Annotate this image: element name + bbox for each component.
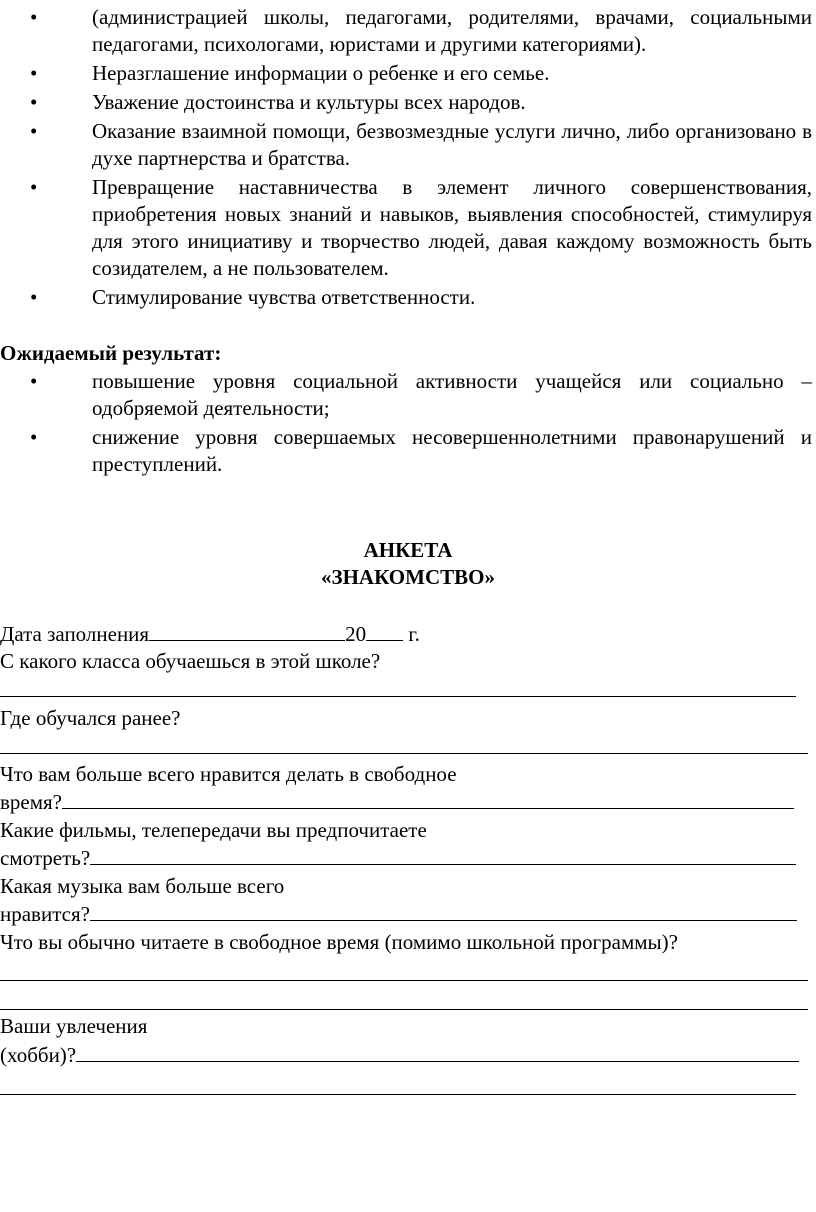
- answer-line-films[interactable]: [90, 844, 796, 865]
- question-music-line1: Какая музыка вам больше всего: [0, 874, 285, 898]
- answer-line-free-time[interactable]: [62, 788, 794, 809]
- bullet-icon: •: [30, 285, 38, 309]
- list-item-text: повышение уровня социальной активности учащейся или социально – одобряемой деятельности;: [92, 369, 812, 420]
- date-year: 20: [345, 622, 367, 646]
- list-item-text: снижение уровня совершаемых несовершеннолетними правонарушений и преступлений.: [92, 425, 812, 476]
- year-blank[interactable]: [366, 620, 403, 641]
- date-suffix: г.: [408, 622, 420, 646]
- question-music-label: нравится?: [0, 902, 90, 926]
- question-class: С какого класса обучаешься в этой школе?: [0, 649, 381, 673]
- question-music-line2: [0, 900, 797, 928]
- answer-line-hobby[interactable]: [76, 1041, 799, 1062]
- bullet-icon: •: [30, 369, 38, 393]
- list-item-text: Уважение достоинства и культуры всех народов.: [92, 90, 526, 114]
- bullet-icon: •: [30, 90, 38, 114]
- list-item: [0, 118, 816, 172]
- question-free-time-line1: Что вам больше всего нравится делать в свободное: [0, 762, 457, 786]
- answer-line-reading-2[interactable]: [0, 1009, 808, 1010]
- bullet-icon: •: [30, 119, 38, 143]
- question-hobby-line1: Ваши увлечения: [0, 1014, 148, 1038]
- bullet-icon: •: [30, 5, 38, 29]
- list-item: [0, 424, 816, 478]
- expected-result-list: [0, 368, 816, 480]
- bullet-icon: •: [30, 61, 38, 85]
- list-item-text: Оказание взаимной помощи, безвозмездные услуги лично, либо организовано в духе партнерства и братства.: [92, 119, 812, 170]
- list-item: [0, 174, 816, 282]
- question-free-time-line2: [0, 788, 794, 816]
- list-item-text: Стимулирование чувства ответственности.: [92, 285, 476, 309]
- list-item: [0, 4, 816, 58]
- questionnaire-title: АНКЕТА: [363, 538, 453, 562]
- question-hobby-line2: [0, 1041, 799, 1069]
- answer-line-music[interactable]: [90, 900, 797, 921]
- answer-line-hobby-2[interactable]: [0, 1094, 796, 1095]
- list-item-text: Неразглашение информации о ребенке и его семье.: [92, 61, 550, 85]
- question-films-line1: Какие фильмы, телепередачи вы предпочитаете: [0, 818, 427, 842]
- date-label: Дата заполнения: [0, 622, 150, 646]
- bullet-icon: •: [30, 175, 38, 199]
- question-previous-school: Где обучался ранее?: [0, 706, 181, 730]
- answer-line-class[interactable]: [0, 696, 796, 697]
- date-blank[interactable]: [149, 620, 345, 641]
- bullet-icon: •: [30, 425, 38, 449]
- list-item: [0, 368, 816, 422]
- question-reading: Что вы обычно читаете в свободное время (помимо школьной программы)?: [0, 930, 678, 954]
- date-field-row: [0, 620, 420, 648]
- question-films-label: смотреть?: [0, 846, 91, 870]
- principles-list: [0, 4, 816, 313]
- list-item: [0, 60, 816, 87]
- answer-line-reading-1[interactable]: [0, 980, 808, 981]
- question-free-time-label: время?: [0, 790, 63, 814]
- answer-line-previous-school[interactable]: [0, 753, 808, 754]
- expected-result-heading: Ожидаемый результат:: [0, 341, 222, 365]
- list-item-text: Превращение наставничества в элемент личного совершенствования, приобретения новых знаний и навыков, выявления способностей, стимулируя для этого инициативу и творчество людей, давая каждому возможность быть созидателем, а не пользователем.: [92, 175, 812, 280]
- list-item: [0, 89, 816, 116]
- list-item: [0, 284, 816, 311]
- questionnaire-subtitle: «ЗНАКОМСТВО»: [321, 565, 495, 589]
- question-hobby-label: (хобби)?: [0, 1043, 77, 1067]
- question-films-line2: [0, 844, 796, 872]
- questionnaire-title-block: [0, 537, 816, 591]
- list-item-text: (администрацией школы, педагогами, родителями, врачами, социальными педагогами, психологами, юристами и другими категориями).: [92, 5, 812, 56]
